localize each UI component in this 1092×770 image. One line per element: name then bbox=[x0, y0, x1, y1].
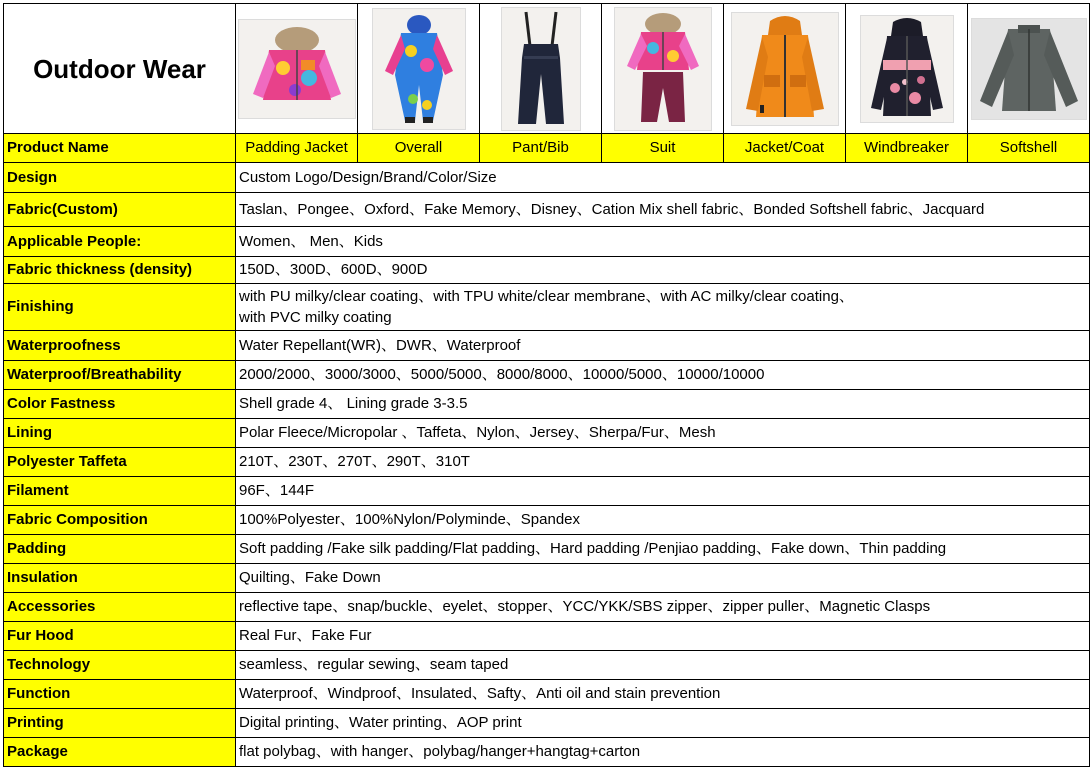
pant-bib-photo bbox=[501, 7, 581, 131]
spec-label: Fabric thickness (density) bbox=[4, 257, 236, 284]
spec-row-design bbox=[4, 163, 1090, 193]
suit-photo bbox=[614, 7, 712, 131]
spec-label: Package bbox=[4, 738, 236, 767]
overall-photo bbox=[372, 8, 466, 130]
padding-jacket-photo bbox=[238, 19, 356, 119]
product-name-jacket-coat: Jacket/Coat bbox=[724, 134, 846, 163]
spec-label: Finishing bbox=[4, 284, 236, 331]
spec-row-fur-hood bbox=[4, 622, 1090, 651]
spec-value: Women、 Men、Kids bbox=[236, 227, 1090, 257]
spec-label: Polyester Taffeta bbox=[4, 448, 236, 477]
spec-label: Insulation bbox=[4, 564, 236, 593]
spec-value: Soft padding /Fake silk padding/Flat padding、Hard padding /Penjiao padding、Fake down、Thin padding bbox=[236, 535, 1090, 564]
spec-label: Lining bbox=[4, 419, 236, 448]
spec-value: Quilting、Fake Down bbox=[236, 564, 1090, 593]
product-name-padding-jacket: Padding Jacket bbox=[236, 134, 358, 163]
product-name-pant-bib: Pant/Bib bbox=[480, 134, 602, 163]
spec-label: Filament bbox=[4, 477, 236, 506]
spec-row-color-fastness bbox=[4, 390, 1090, 419]
spec-value: Waterproof、Windproof、Insulated、Safty、Anti oil and stain prevention bbox=[236, 680, 1090, 709]
product-image-jacket-coat bbox=[724, 4, 846, 134]
product-image-softshell bbox=[968, 4, 1090, 134]
spec-row-function bbox=[4, 680, 1090, 709]
spec-value: Custom Logo/Design/Brand/Color/Size bbox=[236, 163, 1090, 193]
product-name-suit: Suit bbox=[602, 134, 724, 163]
spec-value: 96F、144F bbox=[236, 477, 1090, 506]
spec-row-insulation bbox=[4, 564, 1090, 593]
spec-label: Fabric Composition bbox=[4, 506, 236, 535]
spec-row-fabric-thickness bbox=[4, 257, 1090, 284]
spec-value: 150D、300D、600D、900D bbox=[236, 257, 1090, 284]
spec-value: seamless、regular sewing、seam taped bbox=[236, 651, 1090, 680]
spec-value: 2000/2000、3000/3000、5000/5000、8000/8000、10000/5000、10000/10000 bbox=[236, 361, 1090, 390]
spec-label: Fabric(Custom) bbox=[4, 193, 236, 227]
product-image-padding-jacket bbox=[236, 4, 358, 134]
spec-label: Accessories bbox=[4, 593, 236, 622]
spec-row-waterproofness bbox=[4, 331, 1090, 361]
spec-row-printing bbox=[4, 709, 1090, 738]
spec-row-fabric bbox=[4, 193, 1090, 227]
spec-label: Function bbox=[4, 680, 236, 709]
product-name-windbreaker: Windbreaker bbox=[846, 134, 968, 163]
spec-value: Polar Fleece/Micropolar 、Taffeta、Nylon、Jersey、Sherpa/Fur、Mesh bbox=[236, 419, 1090, 448]
windbreaker-photo bbox=[860, 15, 954, 123]
product-name-softshell: Softshell bbox=[968, 134, 1090, 163]
spec-table bbox=[3, 3, 1090, 767]
spec-label: Waterproof/Breathability bbox=[4, 361, 236, 390]
product-name-row bbox=[4, 134, 1090, 163]
spec-value: 100%Polyester、100%Nylon/Polyminde、Spandex bbox=[236, 506, 1090, 535]
spec-label: Color Fastness bbox=[4, 390, 236, 419]
spec-row-package bbox=[4, 738, 1090, 767]
spec-row-finishing bbox=[4, 284, 1090, 331]
jacket-coat-photo bbox=[731, 12, 839, 126]
spec-label: Waterproofness bbox=[4, 331, 236, 361]
spec-value: Shell grade 4、 Lining grade 3-3.5 bbox=[236, 390, 1090, 419]
spec-row-applicable-people bbox=[4, 227, 1090, 257]
spec-value: Water Repellant(WR)、DWR、Waterproof bbox=[236, 331, 1090, 361]
image-row bbox=[4, 4, 1090, 134]
spec-value: Digital printing、Water printing、AOP print bbox=[236, 709, 1090, 738]
product-name-overall: Overall bbox=[358, 134, 480, 163]
spec-row-padding bbox=[4, 535, 1090, 564]
spec-value: flat polybag、with hanger、polybag/hanger+hangtag+carton bbox=[236, 738, 1090, 767]
spec-row-technology bbox=[4, 651, 1090, 680]
spec-value: reflective tape、snap/buckle、eyelet、stopper、YCC/YKK/SBS zipper、zipper puller、Magnetic Clasps bbox=[236, 593, 1090, 622]
spec-label: Applicable People: bbox=[4, 227, 236, 257]
spec-label: Printing bbox=[4, 709, 236, 738]
spec-row-lining bbox=[4, 419, 1090, 448]
product-image-pant-bib bbox=[480, 4, 602, 134]
product-image-overall bbox=[358, 4, 480, 134]
spec-value-line-2: with PVC milky coating bbox=[239, 309, 392, 326]
spec-value: 210T、230T、270T、290T、310T bbox=[236, 448, 1090, 477]
spec-row-filament bbox=[4, 477, 1090, 506]
spec-value: Real Fur、Fake Fur bbox=[236, 622, 1090, 651]
spec-row-fabric-composition bbox=[4, 506, 1090, 535]
product-image-suit bbox=[602, 4, 724, 134]
product-image-windbreaker bbox=[846, 4, 968, 134]
spec-label: Padding bbox=[4, 535, 236, 564]
spec-value: Taslan、Pongee、Oxford、Fake Memory、Disney、Cation Mix shell fabric、Bonded Softshell fabric、Jacquard bbox=[236, 193, 1090, 227]
softshell-photo bbox=[971, 18, 1087, 120]
spec-value-line-1: with PU milky/clear coating、with TPU white/clear membrane、with AC milky/clear coating、 bbox=[239, 288, 854, 305]
spec-row-polyester-taffeta bbox=[4, 448, 1090, 477]
spec-row-breathability bbox=[4, 361, 1090, 390]
spec-label: Technology bbox=[4, 651, 236, 680]
sheet-title: Outdoor Wear bbox=[4, 4, 236, 134]
spec-label: Design bbox=[4, 163, 236, 193]
spec-row-accessories bbox=[4, 593, 1090, 622]
product-name-label: Product Name bbox=[4, 134, 236, 163]
spec-label: Fur Hood bbox=[4, 622, 236, 651]
spec-value bbox=[236, 284, 1090, 331]
